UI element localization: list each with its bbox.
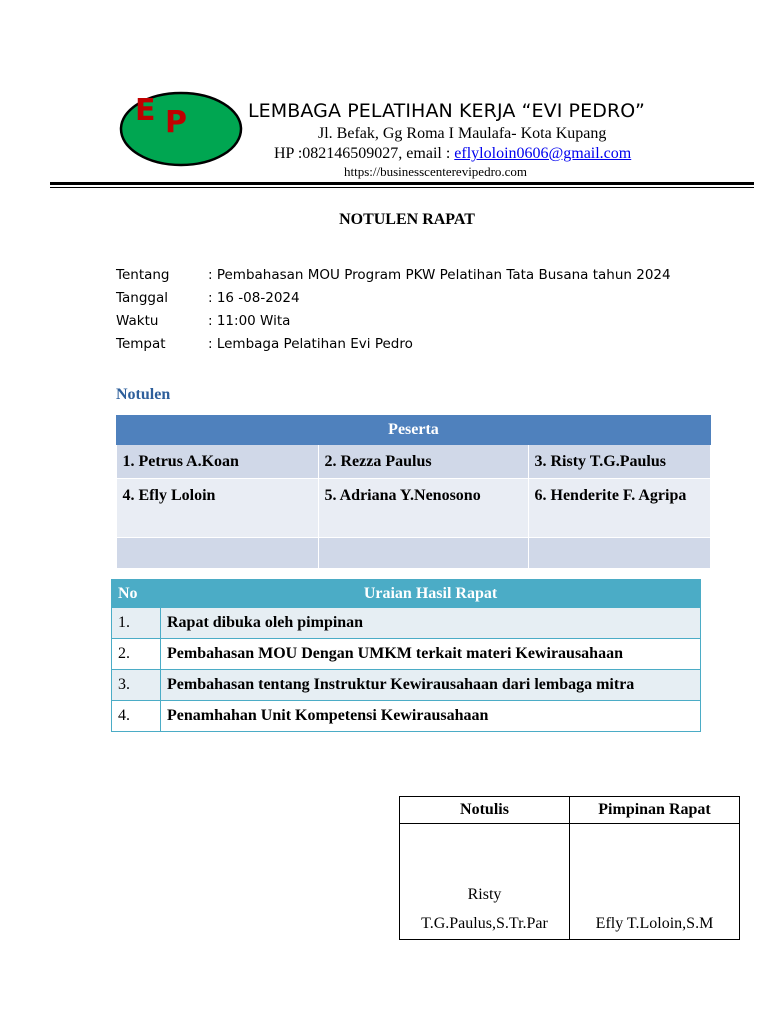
- participant-cell: [528, 538, 711, 569]
- org-website: https://businesscenterevipedro.com: [344, 164, 528, 179]
- meta-row-tentang: [116, 267, 671, 283]
- result-no: 1.: [112, 608, 161, 639]
- meta-value: : Lembaga Pelatihan Evi Pedro: [208, 336, 413, 352]
- pimpinan-header: Pimpinan Rapat: [570, 797, 740, 824]
- ep-logo: [119, 90, 243, 168]
- participants-header: Peserta: [117, 416, 711, 445]
- pimpinan-name: Efly T.Loloin,S.M: [570, 824, 740, 940]
- table-row: [117, 479, 711, 538]
- participant-cell: 1. Petrus A.Koan: [117, 445, 319, 479]
- notulen-heading: Notulen: [116, 386, 171, 403]
- result-no: 4.: [112, 701, 161, 732]
- table-row: [112, 670, 701, 701]
- results-table: [111, 579, 701, 732]
- meta-label: Tentang: [116, 267, 170, 283]
- participants-table: [116, 415, 711, 569]
- table-row: [112, 639, 701, 670]
- participant-cell: [318, 538, 528, 569]
- table-row: [117, 445, 711, 479]
- meta-label: Tanggal: [116, 290, 169, 306]
- document-title: NOTULEN RAPAT: [339, 211, 475, 228]
- result-no: 2.: [112, 639, 161, 670]
- meta-value: : Pembahasan MOU Program PKW Pelatihan Tata Busana tahun 2024: [208, 267, 671, 283]
- meta-row-tempat: [116, 336, 413, 352]
- results-col-no: No: [112, 580, 161, 608]
- table-row: [112, 701, 701, 732]
- meta-value: : 16 -08-2024: [208, 290, 300, 306]
- participant-cell: [117, 538, 319, 569]
- results-col-desc: Uraian Hasil Rapat: [161, 580, 701, 608]
- participant-cell: 5. Adriana Y.Nenosono: [318, 479, 528, 538]
- participant-cell: 2. Rezza Paulus: [318, 445, 528, 479]
- header-rule-thick: [50, 182, 754, 185]
- meta-label: Waktu: [116, 313, 159, 329]
- notulis-name: Risty T.G.Paulus,S.Tr.Par: [400, 824, 570, 940]
- result-no: 3.: [112, 670, 161, 701]
- email-link[interactable]: eflyloloin0606@gmail.com: [454, 145, 632, 162]
- org-contact: [274, 145, 631, 163]
- participant-cell: 6. Henderite F. Agripa: [528, 479, 711, 538]
- org-address: Jl. Befak, Gg Roma I Maulafa- Kota Kupang: [318, 125, 607, 142]
- meta-label: Tempat: [116, 336, 166, 352]
- org-name: LEMBAGA PELATIHAN KERJA “EVI PEDRO”: [248, 100, 645, 122]
- table-row: [112, 608, 701, 639]
- logo-letter-e: E: [135, 93, 156, 128]
- meta-value: : 11:00 Wita: [208, 313, 291, 329]
- logo-letter-p: P: [165, 105, 187, 140]
- result-desc: Rapat dibuka oleh pimpinan: [161, 608, 701, 639]
- result-desc: Penamhahan Unit Kompetensi Kewirausahaan: [161, 701, 701, 732]
- participant-cell: 3. Risty T.G.Paulus: [528, 445, 711, 479]
- participant-cell: 4. Efly Loloin: [117, 479, 319, 538]
- table-row: [117, 538, 711, 569]
- meta-row-waktu: [116, 313, 290, 329]
- notulis-header: Notulis: [400, 797, 570, 824]
- contact-phone: HP :082146509027, email :: [274, 145, 455, 162]
- signature-table: [399, 796, 740, 940]
- meta-row-tanggal: [116, 290, 300, 306]
- result-desc: Pembahasan tentang Instruktur Kewirausahaan dari lembaga mitra: [161, 670, 701, 701]
- result-desc: Pembahasan MOU Dengan UMKM terkait materi Kewirausahaan: [161, 639, 701, 670]
- header-rule-thin: [50, 187, 754, 188]
